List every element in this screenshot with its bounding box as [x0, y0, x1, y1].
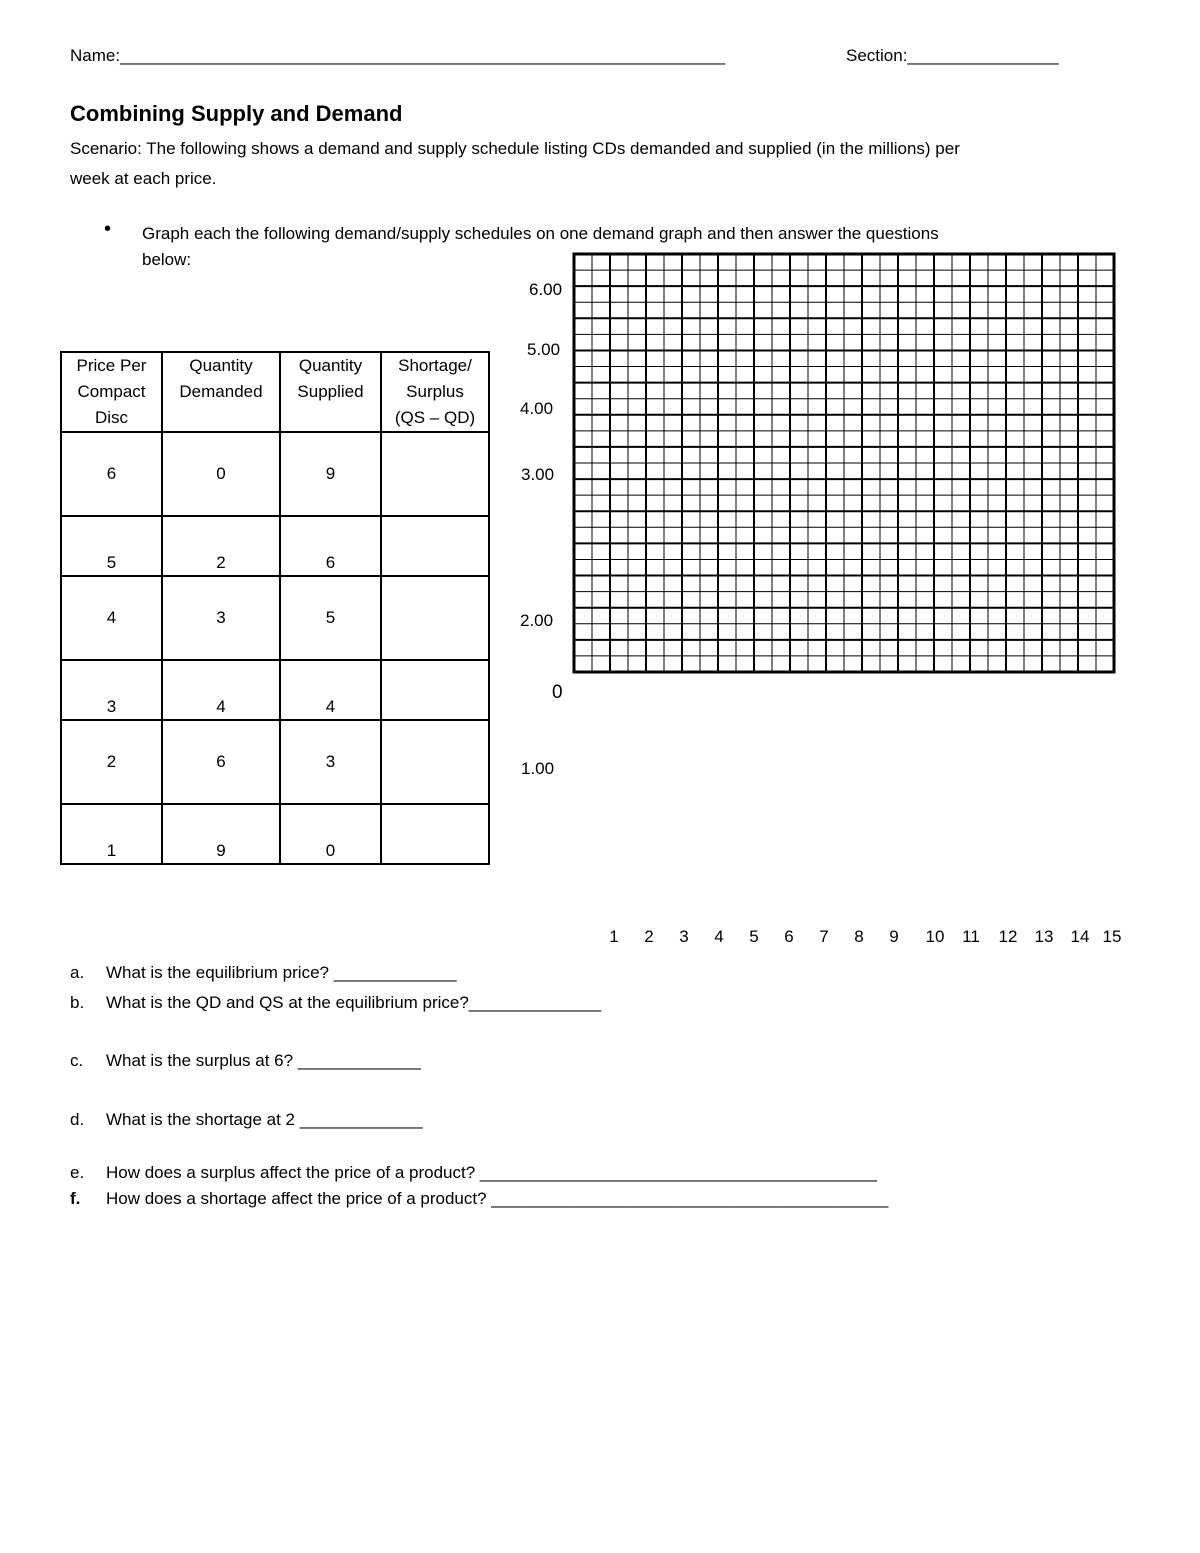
header-quantity-demanded: [162, 352, 280, 432]
x-axis-labels: [0, 927, 1200, 951]
y-label-origin: 0: [552, 682, 563, 703]
x-label: 14: [1070, 927, 1090, 946]
question-text[interactable]: What is the QD and QS at the equilibrium price?______________: [106, 993, 602, 1012]
header-price-line: Price Per: [76, 356, 147, 375]
section-line: [846, 46, 1059, 66]
cell-qs: 5: [280, 576, 381, 660]
instruction-line-1: Graph each the following demand/supply schedules on one demand graph and then answer the questions: [142, 224, 939, 243]
question-text[interactable]: How does a surplus affect the price of a product? __________________________________________: [106, 1163, 877, 1182]
y-label: 4.00: [520, 399, 554, 418]
graph-grid[interactable]: [566, 248, 1122, 680]
x-label: 6: [784, 927, 794, 946]
table-row: [61, 720, 489, 804]
instruction-line-2: below:: [142, 250, 192, 269]
header-diff-line: Surplus: [406, 382, 464, 401]
cell-diff[interactable]: [381, 516, 489, 576]
cell-qd: 2: [162, 516, 280, 576]
cell-qs: 6: [280, 516, 381, 576]
header-price-line: Disc: [94, 408, 129, 427]
y-label: 5.00: [527, 340, 561, 359]
scenario-line-2: week at each price.: [70, 169, 217, 188]
table-header-row: [61, 352, 489, 432]
question-d: [70, 1110, 423, 1130]
header-qs-line: Quantity: [298, 356, 363, 375]
cell-qs: 4: [280, 660, 381, 720]
cell-diff[interactable]: [381, 576, 489, 660]
x-label: 3: [679, 927, 689, 946]
x-label: 11: [962, 927, 980, 946]
question-text[interactable]: What is the shortage at 2 _____________: [106, 1110, 423, 1129]
cell-qd: 3: [162, 576, 280, 660]
section-blank[interactable]: ________________: [907, 46, 1059, 65]
cell-price: 2: [61, 720, 162, 804]
x-label: 8: [854, 927, 864, 946]
table-row: [61, 660, 489, 720]
question-text[interactable]: How does a shortage affect the price of a product? __________________________________________: [106, 1189, 889, 1208]
question-e: [70, 1163, 877, 1183]
y-label: 2.00: [520, 611, 554, 630]
cell-qs: 9: [280, 432, 381, 516]
header-price-line: Compact: [77, 382, 146, 401]
cell-price: 1: [61, 804, 162, 864]
x-label: 4: [714, 927, 724, 946]
question-a: [70, 963, 457, 983]
cell-qd: 4: [162, 660, 280, 720]
name-line: [70, 46, 725, 66]
x-label: 13: [1034, 927, 1054, 946]
header-qs-line: Supplied: [297, 382, 364, 401]
question-letter: c.: [70, 1051, 84, 1070]
x-label: 2: [644, 927, 654, 946]
question-b: [70, 993, 601, 1013]
cell-price: 5: [61, 516, 162, 576]
name-label: Name:: [70, 46, 121, 65]
x-label: 5: [749, 927, 759, 946]
section-label: Section:: [846, 46, 908, 65]
page-title: Combining Supply and Demand: [70, 101, 403, 126]
cell-diff[interactable]: [381, 804, 489, 864]
header-diff-line: Shortage/: [398, 356, 472, 375]
cell-diff[interactable]: [381, 720, 489, 804]
cell-qd: 6: [162, 720, 280, 804]
header-qd-line: Quantity: [189, 356, 253, 375]
name-blank[interactable]: ________________________________________________________________: [120, 46, 726, 65]
header-shortage-surplus: [381, 352, 489, 432]
question-f: [70, 1189, 888, 1209]
header-diff-line: (QS – QD): [394, 408, 476, 427]
cell-qd: 9: [162, 804, 280, 864]
x-label: 1: [609, 927, 619, 946]
cell-diff[interactable]: [381, 660, 489, 720]
question-text[interactable]: What is the surplus at 6? _____________: [106, 1051, 421, 1070]
x-label: 9: [889, 927, 899, 946]
table-row: [61, 804, 489, 864]
table-row: [61, 432, 489, 516]
x-label: 10: [925, 927, 945, 946]
scenario-line-1: Scenario: The following shows a demand and supply schedule listing CDs demanded and supplied (in the millions) per: [70, 139, 960, 158]
cell-qd: 0: [162, 432, 280, 516]
cell-diff[interactable]: [381, 432, 489, 516]
question-letter: e.: [70, 1163, 85, 1182]
cell-qs: 3: [280, 720, 381, 804]
y-label: 3.00: [521, 465, 555, 484]
cell-qs: 0: [280, 804, 381, 864]
question-c: [70, 1051, 421, 1071]
header-price: [61, 352, 162, 432]
cell-price: 4: [61, 576, 162, 660]
table-row: [61, 516, 489, 576]
header-quantity-supplied: [280, 352, 381, 432]
header-qd-line: Demanded: [179, 382, 263, 401]
table-row: [61, 576, 489, 660]
bullet-icon: •: [104, 218, 112, 240]
cell-price: 3: [61, 660, 162, 720]
question-letter: b.: [70, 993, 85, 1012]
question-letter: d.: [70, 1110, 85, 1129]
question-letter: a.: [70, 963, 85, 982]
question-text[interactable]: What is the equilibrium price? _____________: [106, 963, 457, 982]
x-label: 15: [1102, 927, 1122, 946]
x-label: 7: [819, 927, 829, 946]
x-label: 12: [998, 927, 1018, 946]
question-letter: f.: [70, 1189, 81, 1208]
schedule-table: [60, 351, 490, 865]
y-label: 1.00: [521, 759, 555, 778]
y-label: 6.00: [529, 280, 563, 299]
cell-price: 6: [61, 432, 162, 516]
